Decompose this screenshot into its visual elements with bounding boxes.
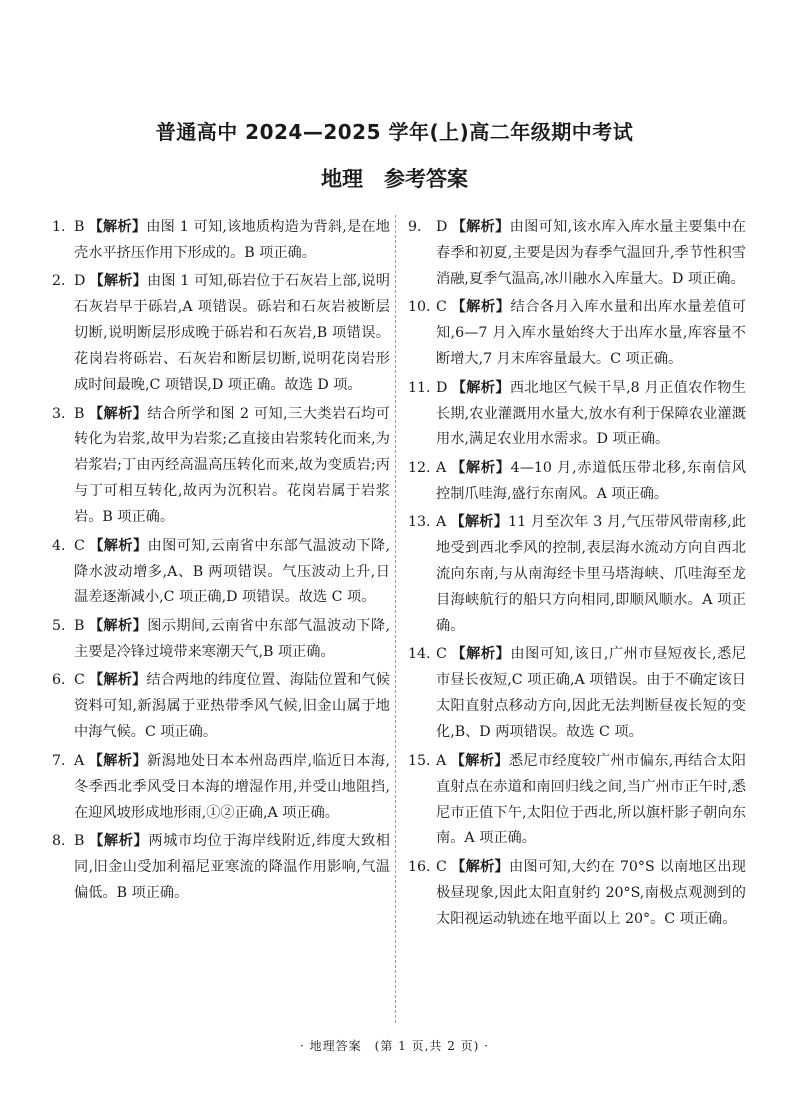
answer-choice: A <box>436 752 447 769</box>
answer-number: 8. <box>52 833 66 849</box>
analysis-tag: 【解析】 <box>88 672 147 689</box>
analysis-tag: 【解析】 <box>88 752 148 769</box>
answer-choice: B <box>74 219 85 235</box>
analysis-tag: 【解析】 <box>88 537 148 554</box>
answer-number: 9. <box>408 219 422 235</box>
analysis-tag: 【解析】 <box>451 219 510 235</box>
answer-choice: D <box>436 219 448 235</box>
left-column <box>52 215 390 909</box>
answer-item <box>52 829 390 907</box>
analysis-tag: 【解析】 <box>450 858 509 875</box>
answer-item <box>408 749 746 853</box>
answer-choice: C <box>436 299 447 316</box>
answer-choice: B <box>74 405 85 422</box>
answer-item <box>52 614 390 666</box>
answer-item <box>52 534 390 612</box>
answer-item <box>52 668 390 746</box>
answer-choice: B <box>74 833 85 849</box>
answer-item <box>52 749 390 827</box>
page-subtitle: 地理 参考答案 <box>321 167 468 191</box>
analysis-tag: 【解析】 <box>88 405 148 422</box>
page-title: 普通高中 2024—2025 学年(上)高二年级期中考试 <box>155 120 634 144</box>
answer-item <box>52 269 390 399</box>
analysis-tag: 【解析】 <box>450 752 509 769</box>
answer-number: 1. <box>52 219 66 235</box>
answer-item <box>408 855 746 933</box>
analysis-text: 悉尼市经度较广州市偏东,再结合太阳直射点在赤道和南回归线之间,当广州市正午时,悉尼市正值下午,太阳位于西北,所以旗杆影子朝向东南。A 项正确。 <box>436 752 746 847</box>
analysis-text: 结合两地的纬度位置、海陆位置和气候资料可知,新潟属于亚热带季风气候,旧金山属于地中海气候。C 项正确。 <box>74 672 390 741</box>
answer-choice: A <box>436 459 447 476</box>
answer-number: 2. <box>52 273 66 290</box>
answer-choice: C <box>436 858 447 875</box>
answer-number: 6. <box>52 672 66 689</box>
answer-number: 14. <box>408 646 431 663</box>
answer-item <box>52 215 390 267</box>
analysis-tag: 【解析】 <box>88 617 148 634</box>
answer-number: 15. <box>408 752 431 769</box>
answer-choice: D <box>436 379 448 396</box>
answer-number: 10. <box>408 299 431 316</box>
answer-choice: A <box>74 752 85 769</box>
analysis-text: 西北地区气候干旱,8 月正值农作物生长期,农业灌溉用水量大,放水有利于保障农业灌溉用水,满足农业用水需求。D 项正确。 <box>436 379 746 448</box>
analysis-text: 由图可知,该水库入库水量主要集中在春季和初夏,主要是因为春季气温回升,季节性积雪消融,夏季气温高,冰川融水入库量大。D 项正确。 <box>436 219 746 287</box>
analysis-text: 11 月至次年 3 月,气压带风带南移,此地受到西北季风的控制,表层海水流动方向自西北流向东南,与从南海经卡里马塔海峡、爪哇海至龙目海峡航行的船只方向相同,即顺风顺水。A 项正确。 <box>436 514 746 634</box>
analysis-tag: 【解析】 <box>450 299 511 316</box>
analysis-tag: 【解析】 <box>88 219 147 235</box>
answer-number: 4. <box>52 537 66 554</box>
right-column <box>408 215 746 935</box>
answer-number: 3. <box>52 405 66 422</box>
analysis-text: 由图 1 可知,该地质构造为背斜,是在地壳水平挤压作用下形成的。B 项正确。 <box>74 219 390 261</box>
analysis-tag: 【解析】 <box>450 646 511 663</box>
answer-number: 12. <box>408 459 431 476</box>
answer-number: 5. <box>52 617 66 634</box>
analysis-tag: 【解析】 <box>89 273 147 290</box>
analysis-text: 新潟地处日本本州岛西岸,临近日本海,冬季西北季风受日本海的增湿作用,并受山地阻挡,在迎风坡形成地形雨,①②正确,A 项正确。 <box>74 752 390 821</box>
analysis-text: 4—10 月,赤道低压带北移,东南信风控制爪哇海,盛行东南风。A 项正确。 <box>436 459 746 502</box>
analysis-tag: 【解析】 <box>451 379 510 396</box>
answer-item <box>408 456 746 508</box>
answer-choice: A <box>436 514 447 531</box>
answer-choice: C <box>436 646 447 663</box>
analysis-tag: 【解析】 <box>450 514 509 531</box>
answer-choice: C <box>74 537 85 554</box>
answer-number: 7. <box>52 752 66 769</box>
answer-number: 13. <box>408 514 431 531</box>
answer-item <box>408 295 746 373</box>
analysis-text: 由图可知,该日,广州市昼短夜长,悉尼市昼长夜短,C 项正确,A 项错误。由于不确定该日太阳直射点移动方向,因此无法判断昼夜长短的变化,B、D 两项错误。故选 C 项。 <box>436 646 746 741</box>
answer-item <box>408 642 746 746</box>
analysis-tag: 【解析】 <box>88 833 149 849</box>
answer-item <box>408 376 746 454</box>
analysis-text: 两城市均位于海岸线附近,纬度大致相同,旧金山受加利福尼亚寒流的降温作用影响,气温偏低。B 项正确。 <box>74 833 390 901</box>
analysis-text: 由图可知,大约在 70°S 以南地区出现极昼现象,因此太阳直射约 20°S,南极点观测到的太阳视运动轨迹在地平面以上 20°。C 项正确。 <box>436 858 746 927</box>
analysis-text: 结合所学和图 2 可知,三大类岩石均可转化为岩浆,故甲为岩浆;乙直接由岩浆转化而来,为岩浆岩;丁由丙经高温高压转化而来,故为变质岩;丙与丁可相互转化,故丙为沉积岩。花岗岩属于岩浆岩。B 项正确。 <box>74 405 390 526</box>
column-divider <box>395 215 396 1023</box>
answer-choice: B <box>74 617 85 634</box>
analysis-text: 结合各月入库水量和出库水量差值可知,6—7 月入库水量始终大于出库水量,库容量不断增大,7 月末库容量最大。C 项正确。 <box>436 299 746 368</box>
answer-choice: C <box>74 672 85 689</box>
answer-number: 16. <box>408 858 431 875</box>
answer-item <box>408 215 746 293</box>
analysis-text: 由图可知,云南省中东部气温波动下降,降水波动增多,A、B 两项错误。气压波动上升,日温差逐渐减小,C 项正确,D 项错误。故选 C 项。 <box>74 537 390 606</box>
answer-choice: D <box>74 273 86 290</box>
page-footer: · 地理答案 (第 1 页,共 2 页) · <box>300 1039 489 1053</box>
analysis-tag: 【解析】 <box>450 459 511 476</box>
answer-number: 11. <box>408 379 431 396</box>
analysis-text: 图示期间,云南省中东部气温波动下降,主要是冷锋过境带来寒潮天气,B 项正确。 <box>74 617 390 660</box>
answer-item <box>408 510 746 640</box>
answer-item <box>52 402 390 532</box>
analysis-text: 由图 1 可知,砾岩位于石灰岩上部,说明石灰岩早于砾岩,A 项错误。砾岩和石灰岩被断层切断,说明断层形成晚于砾岩和石灰岩,B 项错误。花岗岩将砾岩、石灰岩和断层切断,说明花岗岩形成时间最晚,C 项错误,D 项正确。故选 D 项。 <box>74 273 390 394</box>
